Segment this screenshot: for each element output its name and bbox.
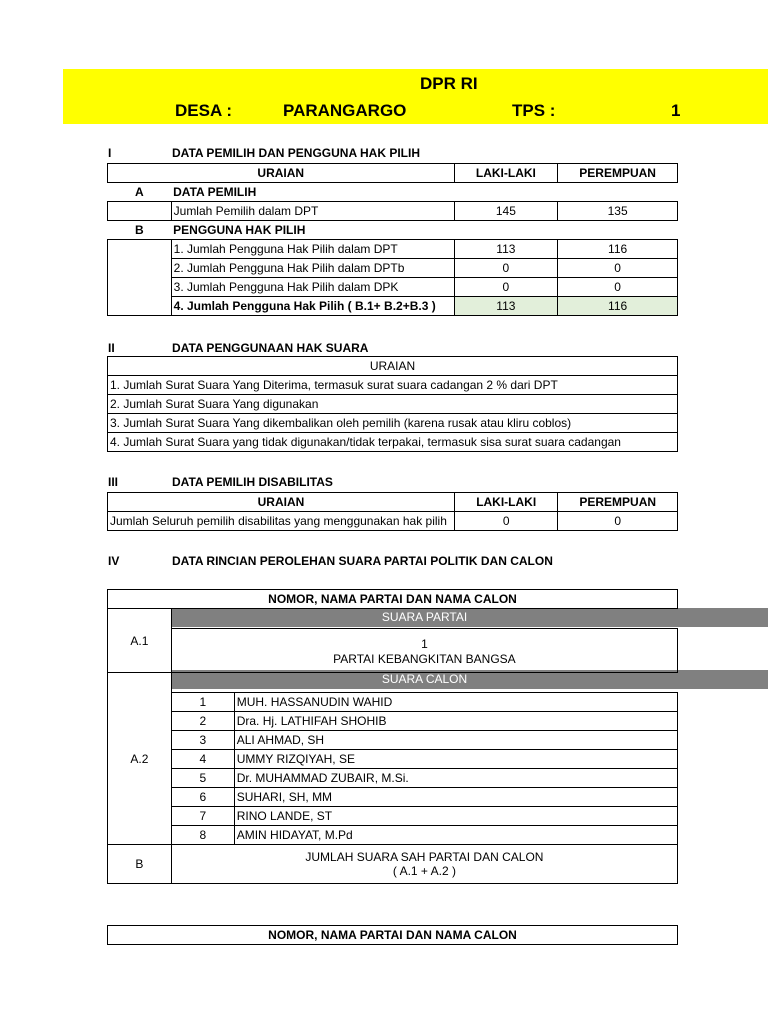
candidate-number: 1 xyxy=(171,693,234,712)
row-label[interactable]: Jumlah Pemilih dalam DPT xyxy=(171,202,454,221)
party-number: 1 xyxy=(421,636,428,651)
col-uraian: URAIAN xyxy=(108,357,678,376)
candidate-number: 6 xyxy=(171,788,234,807)
candidate-number: 8 xyxy=(171,826,234,845)
candidate-number: 5 xyxy=(171,769,234,788)
candidate-number: 2 xyxy=(171,712,234,731)
section-3-title: DATA PEMILIH DISABILITAS xyxy=(172,475,333,489)
row-label: 3. Jumlah Surat Suara Yang dikembalikan oleh pemilih (karena rusak atau kliru coblos) xyxy=(108,414,678,433)
table-header-row xyxy=(108,926,678,945)
total-row xyxy=(108,845,678,884)
group-a-row xyxy=(108,183,678,202)
section-3-table xyxy=(107,492,678,531)
col-perempuan: PEREMPUAN xyxy=(558,493,678,512)
candidate-row xyxy=(108,807,678,826)
table-row xyxy=(108,202,678,221)
next-table-header: NOMOR, NAMA PARTAI DAN NAMA CALON xyxy=(108,926,678,945)
section-4-table xyxy=(107,589,678,884)
candidate-row xyxy=(108,769,678,788)
candidate-name[interactable]: AMIN HIDAYAT, M.Pd xyxy=(234,826,677,845)
row-label: 4. Jumlah Surat Suara yang tidak digunakan/tidak terpakai, termasuk sisa surat suara cadangan xyxy=(108,433,678,452)
row-perempuan[interactable]: 0 xyxy=(558,278,678,297)
desa-label: DESA : xyxy=(175,101,232,120)
b-code: B xyxy=(108,845,172,884)
table-row-total xyxy=(108,297,678,316)
candidate-name[interactable]: SUHARI, SH, MM xyxy=(234,788,677,807)
table-row xyxy=(108,278,678,297)
candidate-name[interactable]: Dr. MUHAMMAD ZUBAIR, M.Si. xyxy=(234,769,677,788)
candidate-row xyxy=(108,826,678,845)
table-header-row xyxy=(108,590,678,609)
row-perempuan[interactable]: 135 xyxy=(558,202,678,221)
section-4-title: DATA RINCIAN PEROLEHAN SUARA PARTAI POLITIK DAN CALON xyxy=(172,554,553,568)
a2-spacer-row xyxy=(108,673,678,693)
group-b-code: B xyxy=(134,223,144,237)
a2-code: A.2 xyxy=(108,673,172,845)
tps-label: TPS : xyxy=(512,101,556,120)
candidate-row xyxy=(108,750,678,769)
party-cell[interactable] xyxy=(171,629,677,673)
group-a-code: A xyxy=(134,185,144,199)
candidate-row xyxy=(108,712,678,731)
section-1-number: I xyxy=(108,146,112,160)
candidate-row xyxy=(108,693,678,712)
group-b-title: PENGGUNA HAK PILIH xyxy=(173,223,306,237)
row-laki[interactable]: 145 xyxy=(454,202,558,221)
header-band xyxy=(63,69,768,124)
candidate-number: 4 xyxy=(171,750,234,769)
row-perempuan[interactable]: 0 xyxy=(558,259,678,278)
suara-calon-spacer xyxy=(171,673,677,693)
section-2-number: II xyxy=(108,341,115,355)
row-laki[interactable]: 0 xyxy=(454,259,558,278)
section-4-number: IV xyxy=(108,554,120,568)
section-1-table xyxy=(107,163,678,316)
a1-code: A.1 xyxy=(108,609,172,673)
table-row xyxy=(108,395,678,414)
group-b-row xyxy=(108,221,678,240)
row-label: 4. Jumlah Pengguna Hak Pilih ( B.1+ B.2+B.3 ) xyxy=(171,297,454,316)
candidate-number: 3 xyxy=(171,731,234,750)
candidate-name[interactable]: Dra. Hj. LATHIFAH SHOHIB xyxy=(234,712,677,731)
row-label: 2. Jumlah Surat Suara Yang digunakan xyxy=(108,395,678,414)
desa-value: PARANGARGO xyxy=(283,101,407,120)
col-uraian: URAIAN xyxy=(108,164,455,183)
candidate-name[interactable]: UMMY RIZQIYAH, SE xyxy=(234,750,677,769)
row-perempuan[interactable]: 116 xyxy=(558,240,678,259)
row-label: 1. Jumlah Pengguna Hak Pilih dalam DPT xyxy=(171,240,454,259)
total-line-1: JUMLAH SUARA SAH PARTAI DAN CALON xyxy=(305,850,544,864)
group-a-title: DATA PEMILIH xyxy=(173,185,257,199)
row-label: 3. Jumlah Pengguna Hak Pilih dalam DPK xyxy=(171,278,454,297)
suara-partai-spacer xyxy=(171,609,677,629)
candidate-row xyxy=(108,731,678,750)
row-laki[interactable]: 0 xyxy=(454,512,558,531)
table-header: NOMOR, NAMA PARTAI DAN NAMA CALON xyxy=(108,590,678,609)
col-laki: LAKI-LAKI xyxy=(454,164,558,183)
section-1-title: DATA PEMILIH DAN PENGGUNA HAK PILIH xyxy=(172,146,420,160)
table-row xyxy=(108,259,678,278)
table-header-row xyxy=(108,357,678,376)
party-row xyxy=(108,629,678,673)
section-3-number: III xyxy=(108,475,119,489)
candidate-name[interactable]: RINO LANDE, ST xyxy=(234,807,677,826)
empty-cell xyxy=(108,240,172,316)
section-2-title: DATA PENGGUNAAN HAK SUARA xyxy=(172,341,369,355)
col-laki: LAKI-LAKI xyxy=(454,493,558,512)
document-title: DPR RI xyxy=(420,74,478,93)
party-name: PARTAI KEBANGKITAN BANGSA xyxy=(333,651,516,666)
row-label: 2. Jumlah Pengguna Hak Pilih dalam DPTb xyxy=(171,259,454,278)
row-laki[interactable]: 113 xyxy=(454,240,558,259)
row-label: Jumlah Seluruh pemilih disabilitas yang menggunakan hak pilih xyxy=(108,512,455,531)
candidate-name[interactable]: MUH. HASSANUDIN WAHID xyxy=(234,693,677,712)
row-laki[interactable]: 0 xyxy=(454,278,558,297)
total-line-2: ( A.1 + A.2 ) xyxy=(392,864,456,878)
candidate-number: 7 xyxy=(171,807,234,826)
empty-cell xyxy=(108,202,172,221)
a1-spacer-row xyxy=(108,609,678,629)
table-header-row xyxy=(108,164,678,183)
suara-calon-label: SUARA CALON xyxy=(381,672,468,686)
row-perempuan[interactable]: 0 xyxy=(558,512,678,531)
col-perempuan: PEREMPUAN xyxy=(558,164,678,183)
candidate-row xyxy=(108,788,678,807)
row-label: 1. Jumlah Surat Suara Yang Diterima, termasuk surat suara cadangan 2 % dari DPT xyxy=(108,376,678,395)
suara-partai-label: SUARA PARTAI xyxy=(381,610,468,624)
section-2-table xyxy=(107,356,678,452)
total-cell[interactable] xyxy=(171,845,677,884)
table-row xyxy=(108,376,678,395)
table-row xyxy=(108,433,678,452)
tps-value: 1 xyxy=(671,101,681,120)
col-uraian: URAIAN xyxy=(108,493,455,512)
table-row xyxy=(108,512,678,531)
table-header-row xyxy=(108,493,678,512)
row-perempuan[interactable]: 116 xyxy=(558,297,678,316)
candidate-name[interactable]: ALI AHMAD, SH xyxy=(234,731,677,750)
row-laki[interactable]: 113 xyxy=(454,297,558,316)
next-party-table xyxy=(107,925,678,945)
table-row xyxy=(108,240,678,259)
table-row xyxy=(108,414,678,433)
